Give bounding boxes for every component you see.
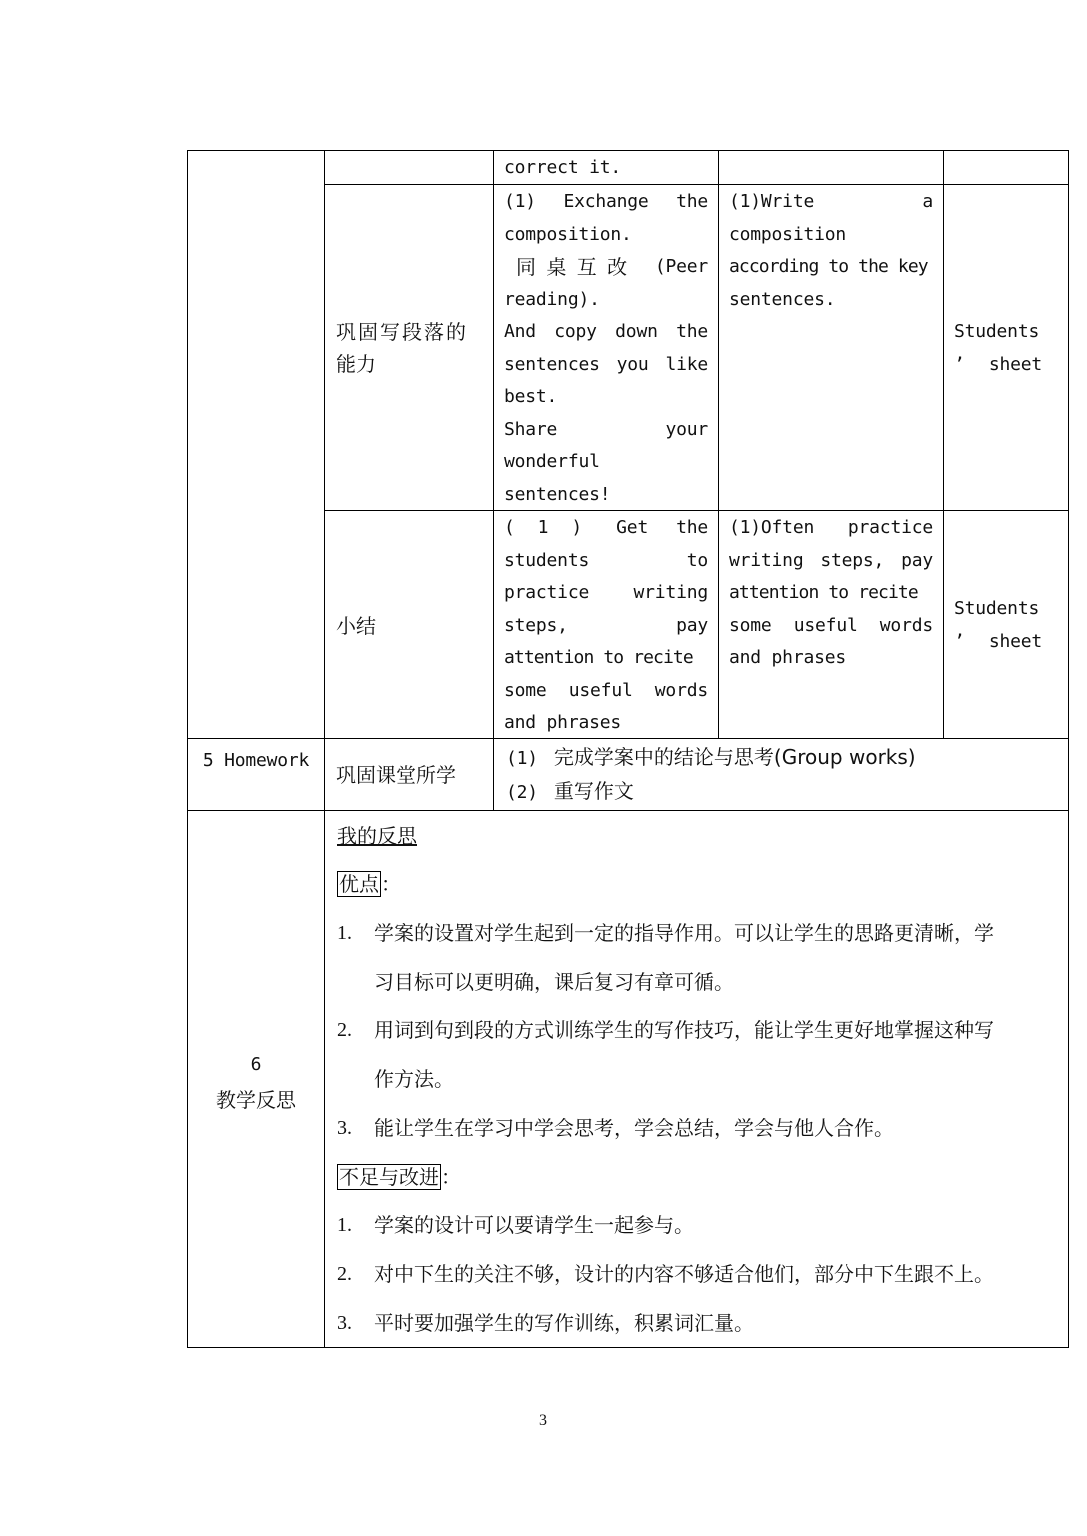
list-item: 学案的设置对学生起到一定的指导作用。可以让学生的思路更清晰，学 xyxy=(374,921,994,945)
improvements-heading: 不足与改进 ： xyxy=(339,1165,461,1189)
text-line: composition. xyxy=(504,223,632,245)
list-number: 1. xyxy=(337,1214,352,1236)
text-line: best. xyxy=(504,386,558,407)
text-line: Share your xyxy=(504,418,708,440)
text-line: according to the key xyxy=(729,256,928,277)
text-line: wonderful xyxy=(504,451,600,472)
stage-label: 5 Homework xyxy=(202,750,310,771)
list-item: 用词到句到段的方式训练学生的写作技巧，能让学生更好地掌握这种写 xyxy=(374,1018,994,1042)
list-item-continued: 作方法。 xyxy=(374,1067,454,1091)
homework-item: (1) 完成学案中的结论与思考(Group works) xyxy=(506,745,916,769)
consolidate-teacher-cell xyxy=(504,186,708,511)
list-number: 2. xyxy=(337,1019,352,1041)
activity-text: correct it. xyxy=(504,157,622,178)
list-item: 学案的设计可以要请学生一起参与。 xyxy=(374,1213,694,1237)
reflection-stage-cell xyxy=(188,1050,324,1120)
stage-label: 教学反思 xyxy=(216,1088,296,1112)
text-line: writing steps, pay xyxy=(729,549,933,571)
text-line: and phrases xyxy=(504,712,622,733)
reflection-heading: 我的反思 xyxy=(337,824,417,848)
summary-teacher-cell xyxy=(504,512,708,740)
goal-line: 能力 xyxy=(336,352,376,376)
summary-goal-cell xyxy=(336,610,376,642)
list-item: 对中下生的关注不够，设计的内容不够适合他们，部分中下生跟不上。 xyxy=(374,1262,994,1286)
resource-line: ’ sheet xyxy=(954,353,1042,375)
resource-line: Students xyxy=(954,321,1040,342)
list-item-continued: 习目标可以更明确，课后复习有章可循。 xyxy=(374,970,734,994)
strengths-heading: 优点 ： xyxy=(339,872,401,896)
list-number: 2. xyxy=(337,1263,352,1285)
text-line: attention to recite xyxy=(729,582,918,603)
goal-text: 巩固课堂所学 xyxy=(336,763,456,787)
resource-line: ’ sheet xyxy=(954,630,1042,652)
homework-item: (2) 重写作文 xyxy=(506,779,634,803)
consolidate-student-cell xyxy=(729,186,933,316)
text-line: composition xyxy=(729,223,847,245)
stage-number: 6 xyxy=(250,1054,262,1075)
list-item: 平时要加强学生的写作训练，积累词汇量。 xyxy=(374,1311,754,1335)
text-line: sentences! xyxy=(504,483,611,505)
consolidate-goal-cell xyxy=(336,316,486,380)
text-line: 同 桌 互 改 (Peer xyxy=(516,255,708,279)
text-line: practice writing xyxy=(504,582,708,603)
text-line: (1)Often practice xyxy=(729,517,933,538)
text-line: reading). xyxy=(504,288,600,310)
text-line: And copy down the xyxy=(504,321,708,342)
text-line: and phrases xyxy=(729,647,847,668)
text-line: steps, pay xyxy=(504,614,708,636)
text-line: attention to recite xyxy=(504,647,693,668)
homework-stage-cell xyxy=(188,745,324,778)
summary-resource-cell xyxy=(954,593,1042,658)
text-line: (1)Write a xyxy=(729,191,933,212)
text-line: students to xyxy=(504,549,708,571)
text-line: ( 1 ) Get the xyxy=(504,517,708,538)
summary-student-cell xyxy=(729,512,933,675)
list-item: 能让学生在学习中学会思考，学会总结，学会与他人合作。 xyxy=(374,1116,894,1140)
correct-activity-cell xyxy=(504,152,708,185)
list-number: 1. xyxy=(337,922,352,944)
consolidate-resource-cell xyxy=(954,316,1042,381)
homework-items-cell xyxy=(506,741,1066,809)
text-line: sentences. xyxy=(729,288,836,310)
page-number: 3 xyxy=(539,1412,547,1429)
list-number: 3. xyxy=(337,1117,352,1139)
resource-line: Students xyxy=(954,598,1040,619)
text-line: some useful words xyxy=(504,679,708,701)
text-line: some useful words xyxy=(729,614,933,636)
list-number: 3. xyxy=(337,1312,352,1334)
goal-text: 小结 xyxy=(336,614,376,638)
text-line: sentences you like xyxy=(504,353,708,375)
text-line: (1) Exchange the xyxy=(504,191,708,212)
homework-goal-cell xyxy=(336,760,456,790)
goal-line: 巩固写段落的 xyxy=(336,320,468,344)
